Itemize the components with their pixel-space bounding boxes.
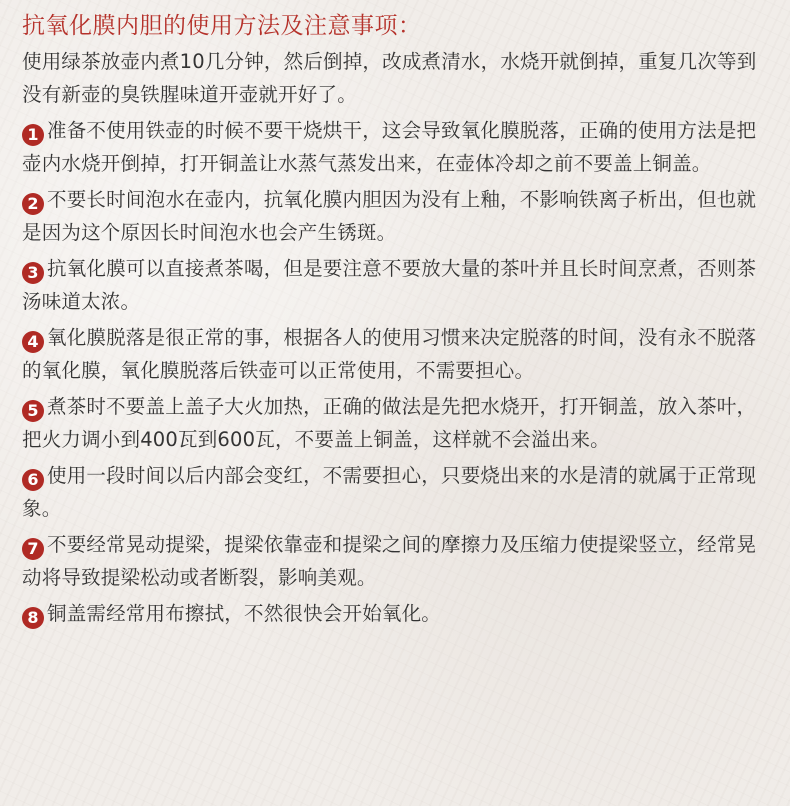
item-text: 准备不使用铁壶的时候不要干烧烘干，这会导致氧化膜脱落，正确的使用方法是把壶内水烧开倒掉，打开铜盖让水蒸气蒸发出来，在壶体冷却之前不要盖上铜盖。: [22, 119, 757, 175]
number-badge: 3: [22, 262, 44, 284]
item-text: 氧化膜脱落是很正常的事，根据各人的使用习惯来决定脱落的时间，没有永不脱落的氧化膜，氧化膜脱落后铁壶可以正常使用，不需要担心。: [22, 326, 757, 382]
list-item: [22, 597, 772, 630]
list-item: [22, 459, 772, 525]
item-text: 煮茶时不要盖上盖子大火加热，正确的做法是先把水烧开，打开铜盖，放入茶叶，把火力调小到400瓦到600瓦，不要盖上铜盖，这样就不会溢出来。: [22, 395, 757, 451]
page-title: 抗氧化膜内胆的使用方法及注意事项：: [22, 13, 422, 39]
list-item: [22, 252, 772, 318]
item-text: 铜盖需经常用布擦拭，不然很快会开始氧化。: [47, 602, 442, 625]
list-item: [22, 528, 772, 594]
number-badge: 6: [22, 469, 44, 491]
list-item: [22, 114, 772, 180]
number-badge: 7: [22, 538, 44, 560]
number-badge: 4: [22, 331, 44, 353]
number-badge: 8: [22, 607, 44, 629]
item-text: 抗氧化膜可以直接煮茶喝，但是要注意不要放大量的茶叶并且长时间烹煮，否则茶汤味道太浓。: [22, 257, 757, 313]
item-text: 不要长时间泡水在壶内，抗氧化膜内胆因为没有上釉，不影响铁离子析出，但也就是因为这个原因长时间泡水也会产生锈斑。: [22, 188, 757, 244]
item-text: 使用一段时间以后内部会变红，不需要担心，只要烧出来的水是清的就属于正常现象。: [22, 464, 757, 520]
number-badge: 1: [22, 124, 44, 146]
intro-paragraph: 使用绿茶放壶内煮10几分钟，然后倒掉，改成煮清水，水烧开就倒掉，重复几次等到没有新壶的臭铁腥味道开壶就开好了。: [22, 50, 757, 106]
item-text: 不要经常晃动提梁，提梁依靠壶和提梁之间的摩擦力及压缩力使提梁竖立，经常晃动将导致提梁松动或者断裂，影响美观。: [22, 533, 757, 589]
list-item: [22, 321, 772, 387]
list-item: [22, 183, 772, 249]
number-badge: 2: [22, 193, 44, 215]
list-item: [22, 390, 772, 456]
number-badge: 5: [22, 400, 44, 422]
